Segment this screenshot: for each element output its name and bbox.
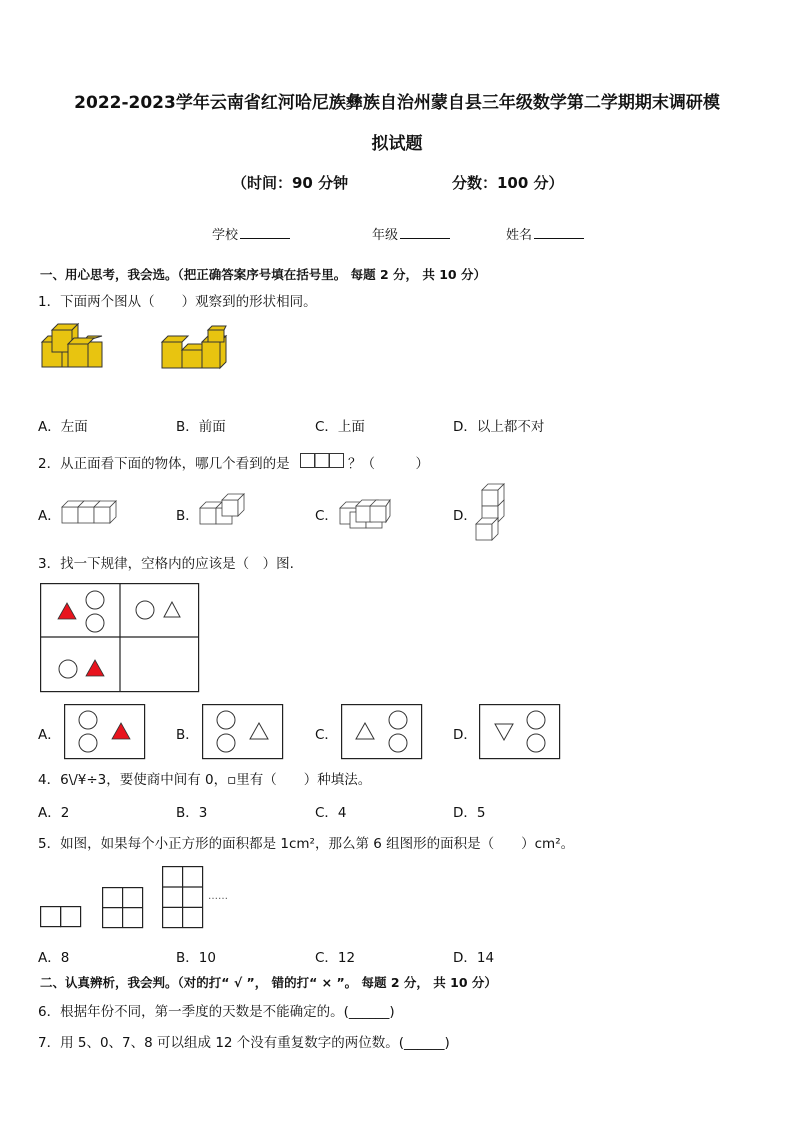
section-1-heading: 一、用心思考，我会选。（把正确答案序号填在括号里。 每题 2 分， 共 10 分） — [40, 267, 486, 282]
q1-text: 1．下面两个图从（ ）观察到的形状相同。 — [38, 294, 317, 310]
q5-group-2-squares — [102, 887, 144, 929]
q2-option-b-cubes-icon — [200, 494, 252, 526]
q5-option-c[interactable]: C．12 — [315, 950, 356, 966]
q3-option-d[interactable]: D． — [453, 727, 477, 743]
q3-grid-circle-icon — [59, 660, 77, 678]
q3-text: 3．找一下规律，空格内的应该是（ ）图. — [38, 556, 294, 572]
time-label: （时间：90 分钟 — [232, 174, 349, 192]
q2-option-c[interactable]: C． — [315, 508, 338, 524]
q5-option-d[interactable]: D．14 — [453, 950, 495, 966]
q5-group-1-squares — [40, 906, 82, 928]
q2-option-a[interactable]: A． — [38, 508, 61, 524]
q2-option-d-cubes-icon — [476, 484, 506, 542]
q3-grid-circle-icon — [86, 614, 104, 632]
q3-grid-red-triangle-icon — [86, 660, 104, 676]
q3-option-a[interactable]: A． — [38, 727, 61, 743]
q2-option-a-cubes-icon — [62, 497, 120, 525]
q2-option-d[interactable]: D． — [453, 508, 477, 524]
q5-option-b[interactable]: B．10 — [176, 950, 216, 966]
q5-group-3-squares — [162, 866, 204, 929]
q3-option-d-figure[interactable] — [479, 704, 561, 760]
q3-grid-triangle-icon — [164, 602, 180, 617]
score-label: 分数：100 分） — [452, 174, 564, 192]
q1-option-b[interactable]: B．前面 — [176, 419, 226, 435]
q1-option-c[interactable]: C．上面 — [315, 419, 365, 435]
q3-option-b[interactable]: B． — [176, 727, 199, 743]
q1-figure-right — [162, 326, 226, 370]
q4-option-d[interactable]: D．5 — [453, 805, 486, 821]
q3-option-b-figure[interactable] — [202, 704, 284, 760]
q1-option-a[interactable]: A．左面 — [38, 419, 88, 435]
q4-option-c[interactable]: C．4 — [315, 805, 347, 821]
q2-text-a: 2．从正面看下面的物体，哪几个看到的是 — [38, 456, 290, 472]
q3-option-a-figure[interactable] — [64, 704, 146, 760]
q3-grid-red-triangle-icon — [58, 603, 76, 619]
q7-text: 7．用 5、0、7、8 可以组成 12 个没有重复数字的两位数。(______) — [38, 1035, 450, 1051]
title-line-1: 2022-2023学年云南省红河哈尼族彝族自治州蒙自县三年级数学第二学期期末调研模 — [74, 93, 720, 113]
q3-pattern-grid — [40, 583, 200, 693]
q5-option-a[interactable]: A．8 — [38, 950, 70, 966]
q6-text: 6．根据年份不同，第一季度的天数是不能确定的。(______) — [38, 1004, 395, 1020]
q2-option-b[interactable]: B． — [176, 508, 199, 524]
school-label: 学校 — [212, 228, 239, 243]
name-label: 姓名 — [506, 228, 533, 243]
section-2-heading: 二、认真辨析，我会判。（对的打“ √ ”， 错的打“ × ”。 每题 2 分， 共 10 分） — [40, 975, 497, 990]
grade-field[interactable] — [372, 224, 450, 243]
q4-option-b[interactable]: B．3 — [176, 805, 208, 821]
q4-text: 4．6\/¥÷3，要使商中间有 0，▫里有（ ）种填法。 — [38, 772, 372, 788]
q4-option-a[interactable]: A．2 — [38, 805, 70, 821]
q1-option-d[interactable]: D．以上都不对 — [453, 419, 545, 435]
q3-grid-circle-icon — [86, 591, 104, 609]
q3-option-c[interactable]: C． — [315, 727, 338, 743]
q3-option-c-figure[interactable] — [341, 704, 423, 760]
title-line-2: 拟试题 — [371, 134, 423, 154]
q3-grid-circle-icon — [136, 601, 154, 619]
name-field[interactable] — [506, 224, 584, 243]
q5-text: 5．如图，如果每个小正方形的面积都是 1cm²，那么第 6 组图形的面积是（ ）cm²。 — [38, 836, 575, 852]
q2-option-c-cubes-icon — [340, 498, 392, 528]
grade-label: 年级 — [372, 228, 399, 243]
school-field[interactable] — [212, 224, 290, 243]
q2-three-squares-icon — [300, 453, 345, 468]
q1-figure-left — [42, 322, 102, 372]
q2-text-b: ？（ ） — [348, 456, 429, 472]
q5-ellipsis: …… — [208, 891, 228, 902]
